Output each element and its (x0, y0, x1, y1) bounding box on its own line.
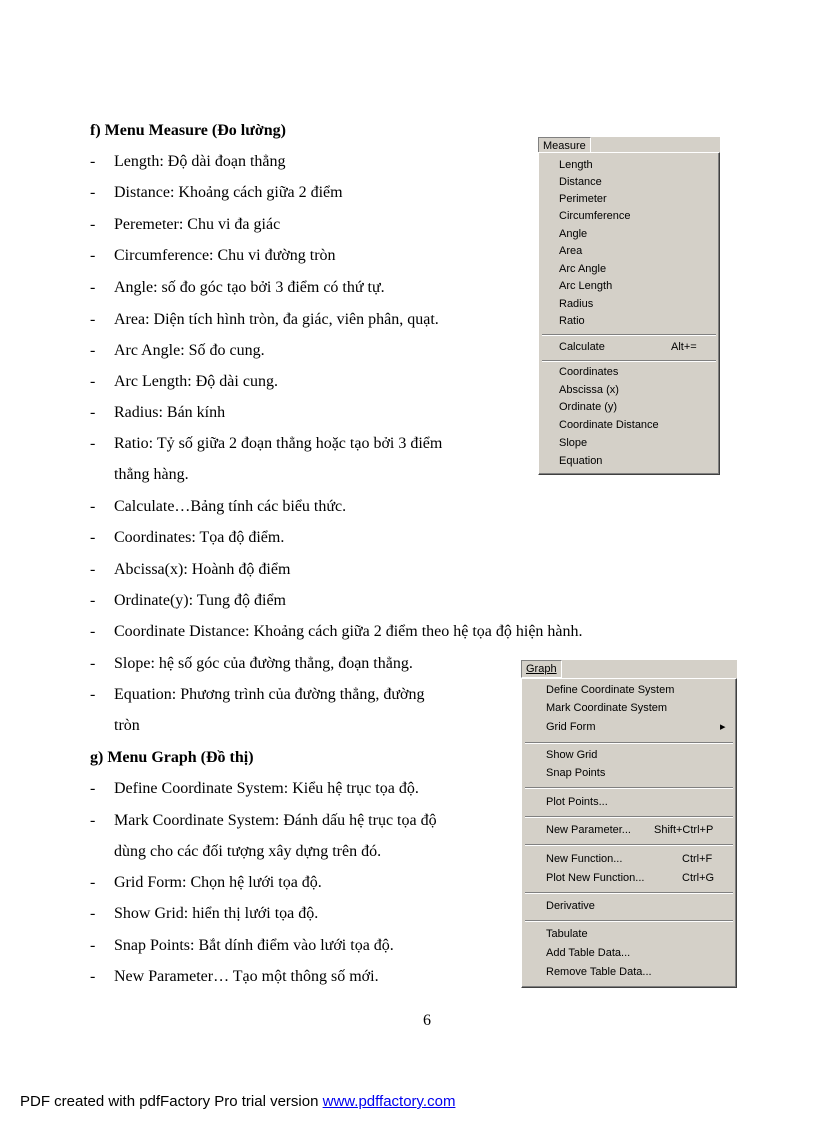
menu-item[interactable]: Area (559, 245, 583, 257)
menu-separator (525, 844, 733, 846)
graph-menu-image (521, 660, 737, 988)
submenu-arrow-icon: ▸ (720, 721, 726, 733)
menu-separator (525, 892, 733, 894)
page-number: 6 (423, 1012, 431, 1029)
list-item-continuation: tròn (114, 717, 140, 734)
menu-separator (525, 742, 733, 744)
menu-item[interactable]: Ordinate (y) (559, 401, 618, 413)
measure-menu-image (538, 137, 720, 475)
section-g-heading: g) Menu Graph (Đồ thị) (90, 749, 254, 766)
menu-separator (525, 787, 733, 789)
section-f-heading: f) Menu Measure (Đo lường) (90, 122, 286, 139)
menu-item[interactable]: Arc Angle (559, 263, 607, 275)
menu-separator (525, 920, 733, 922)
menu-item-new-parameter[interactable]: New Parameter... Shift+Ctrl+P (546, 824, 714, 836)
menu-item-new-function[interactable]: New Function... Ctrl+F (546, 853, 713, 865)
menu-item-grid-form[interactable]: Grid Form ▸ (522, 719, 736, 736)
menu-item[interactable]: Coordinate Distance (559, 419, 659, 431)
menu-item[interactable]: Circumference (559, 210, 631, 222)
menu-item[interactable]: Arc Length (559, 280, 613, 292)
menu-item[interactable]: Show Grid (546, 749, 598, 761)
menu-item[interactable]: Snap Points (546, 767, 606, 779)
menu-item[interactable]: Define Coordinate System (546, 684, 675, 696)
menu-item-plot-new-function[interactable]: Plot New Function... Ctrl+G (546, 872, 715, 884)
menu-item[interactable]: Equation (559, 455, 603, 467)
menu-item[interactable]: Length (559, 159, 593, 171)
menu-item[interactable]: Mark Coordinate System (546, 702, 668, 714)
menu-item[interactable]: Angle (559, 228, 588, 240)
menu-item[interactable]: Slope (559, 437, 588, 449)
graph-menu-title: Graph (521, 660, 562, 678)
menu-item[interactable]: Abscissa (x) (559, 384, 619, 396)
menu-item[interactable]: Radius (559, 298, 594, 310)
menu-item[interactable]: Distance (559, 176, 602, 188)
menu-item[interactable]: Ratio (559, 315, 585, 327)
menu-item[interactable]: Coordinates (559, 366, 619, 378)
list-item-continuation: thẳng hàng. (114, 466, 189, 483)
measure-menu-title: Measure (538, 137, 591, 155)
menu-item[interactable]: Add Table Data... (546, 947, 631, 959)
menu-item[interactable]: Derivative (546, 900, 595, 912)
footer-text: PDF created with pdfFactory Pro trial version (20, 1093, 323, 1110)
menu-separator (525, 816, 733, 818)
pdf-footer (20, 1093, 455, 1110)
measure-menu-panel (538, 152, 720, 475)
footer-link[interactable]: www.pdffactory.com (322, 1093, 456, 1110)
menu-item[interactable]: Tabulate (546, 928, 588, 940)
menu-separator (542, 334, 716, 336)
menu-item[interactable]: Remove Table Data... (546, 966, 652, 978)
menu-separator (542, 360, 716, 362)
list-item-continuation: dùng cho các đối tượng xây dựng trên đó. (114, 843, 382, 860)
menu-item-calculate[interactable]: Calculate Alt+= (559, 341, 697, 353)
graph-menu-panel (521, 678, 737, 988)
menu-item[interactable]: Perimeter (559, 193, 607, 205)
menu-item[interactable]: Plot Points... (546, 796, 608, 808)
